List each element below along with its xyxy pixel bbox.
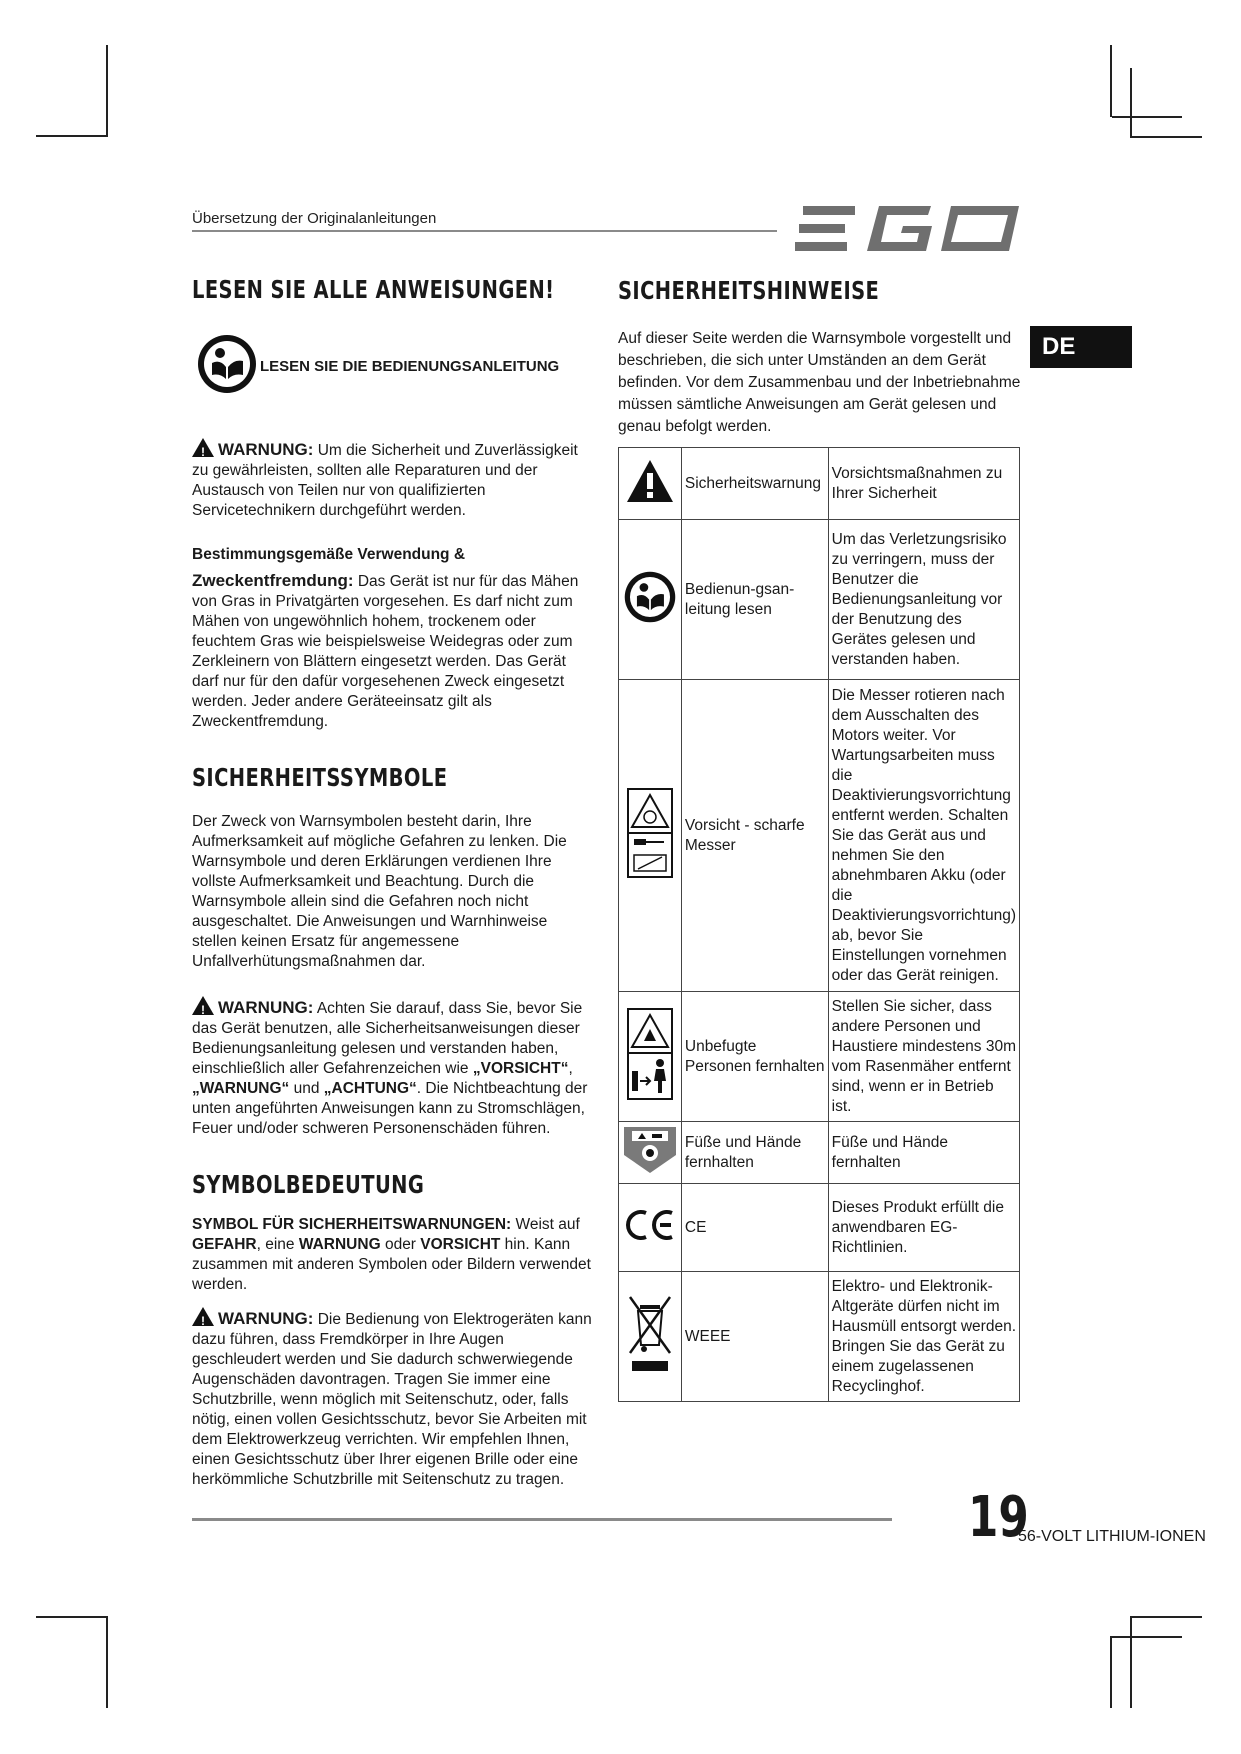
table-row: [619, 448, 1020, 520]
table-row: [619, 520, 1020, 680]
symbol-name: Bedienun-gsan-leitung lesen: [681, 520, 828, 680]
intended-use-text: Zweckentfremdung: Das Gerät ist nur für das Mähen von Gras in Privatgärten vorgesehen. Es darf nicht zum Mähen von ungewöhnlich hohem, trockenem oder feuchtem Gras wie beispielsweise Weidegras oder zum Zerkleinern von Blättern eingesetzt werden. Das Gerät darf nur für den dafür vorgesehenen Zweck eingesetzt werden. Jeder andere Geräteeinsatz gilt als Zweckentfremdung.: [192, 571, 579, 730]
ce-mark-icon: [624, 1207, 676, 1243]
crop-mark: [106, 1616, 108, 1708]
heading-symbol-meaning: SYMBOLBEDEUTUNG: [192, 1170, 425, 1199]
symbol-name: CE: [681, 1184, 828, 1272]
symbol-meaning-text: SYMBOL FÜR SICHERHEITSWARNUNGEN: Weist auf GEFAHR, eine WARNUNG oder VORSICHT hin. Kann zusammen mit anderen Symbolen oder Bildern verwendet werden.: [192, 1216, 591, 1293]
symbol-name: WEEE: [681, 1272, 828, 1402]
crop-mark: [1110, 1636, 1112, 1708]
sharp-blades-icon: [626, 787, 674, 879]
heading-safety-notes: SICHERHEITSHINWEISE: [618, 276, 880, 305]
crop-mark: [1130, 68, 1132, 138]
safety-notes-intro: Auf dieser Seite werden die Warnsymbole vorgestellt und beschrieben, die sich unter Umständen an dem Gerät befinden. Vor dem Zusammenbau und der Inbetriebnahme müssen sämtliche Anweisungen am Gerät gelesen und genau befolgt werden.: [618, 330, 1021, 435]
crop-mark: [1130, 1616, 1202, 1618]
symbol-desc: Stellen Sie sicher, dass andere Personen und Haustiere mindestens 30m vom Rasenmäher entfernt sind, wenn er in Betrieb ist.: [828, 992, 1019, 1122]
product-name: 56-VOLT LITHIUM-IONEN: [1018, 1528, 1206, 1545]
crop-mark: [1110, 1636, 1182, 1638]
intended-use-title: Bestimmungsgemäße Verwendung &: [192, 546, 466, 563]
warning-3: !WARNUNG: Die Bedienung von Elektrogeräten kann dazu führen, dass Fremdkörper in Ihre Augen geschleudert werden und Sie dadurch schwerwiegende Augenschäden davontragen. Tragen Sie immer eine Schutzbrille, wenn möglich mit Seitenschutz, oder, falls nötig, einen vollen Gesichtsschutz, bevor Sie Arbeiten mit dem Elektrowerkzeug verrichten. Wir empfehlen Ihnen, einen Gesichtsschutz über Ihrer eigenen Brille oder eine herkömmliche Schutzbrille mit Seitenschutz zu tragen.: [192, 1307, 592, 1490]
heading-safety-symbols: SICHERHEITSSYMBOLE: [192, 763, 448, 792]
table-row: [619, 1122, 1020, 1184]
crop-mark: [1112, 116, 1182, 118]
symbol-name: Sicherheitswarnung: [681, 448, 828, 520]
header-subtitle: Übersetzung der Originalanleitungen: [192, 210, 437, 227]
symbol-name: Vorsicht - scharfe Messer: [681, 680, 828, 992]
symbol-desc: Elektro- und Elektronik-Altgeräte dürfen nicht im Hausmüll entsorgt werden. Bringen Sie das Gerät zu einem zugelassenen Recyclinghof.: [828, 1272, 1019, 1402]
read-manual-icon: [196, 333, 258, 401]
footer-rule: [192, 1518, 892, 1521]
warning-triangle-icon: [192, 996, 214, 1015]
crop-mark: [1110, 45, 1112, 117]
keep-bystanders-away-icon: [626, 1007, 674, 1101]
crop-mark: [106, 45, 108, 137]
left-column: [192, 275, 592, 1490]
symbol-desc: Die Messer rotieren nach dem Ausschalten des Motors weiter. Vor Wartungsarbeiten muss die Deaktivierungsvorrichtung entfernt werden. Schalten Sie das Gerät aus und nehmen Sie den abnehmbaren Akku (oder die Deaktivierungsvorrichtung) ab, bevor Sie Einstellungen vornehmen oder das Gerät reinigen.: [828, 680, 1019, 992]
symbol-name: Füße und Hände fernhalten: [681, 1122, 828, 1184]
warning-1: !WARNUNG: Um die Sicherheit und Zuverlässigkeit zu gewährleisten, sollten alle Reparaturen und der Austausch von Teilen nur von qualifizierten Servicetechnikern durchgeführt werden.: [192, 438, 592, 521]
read-manual-icon: [623, 570, 677, 624]
read-manual-label: LESEN SIE DIE BEDIENUNGSANLEITUNG: [260, 358, 560, 375]
crop-mark: [1130, 1616, 1132, 1708]
table-row: [619, 1184, 1020, 1272]
symbol-table: [618, 447, 1020, 1402]
symbol-name: Unbefugte Personen fernhalten: [681, 992, 828, 1122]
safety-symbols-text: Der Zweck von Warnsymbolen besteht darin, Ihre Aufmerksamkeit auf mögliche Gefahren zu lenken. Die Warnsymbole und deren Erklärungen verdienen Ihre vollste Aufmerksamkeit und Beachtung. Durch die Warnsymbole allein sind die Gefahren noch nicht ausgeschaltet. Die Anweisungen und Warnhinweise stellen keinen Ersatz für angemessene Unfallverhütungsmaßnahmen dar.: [192, 813, 567, 970]
right-column: [618, 276, 1028, 438]
ego-logo: [795, 200, 1021, 261]
warning-2: !WARNUNG: Achten Sie darauf, dass Sie, bevor Sie das Gerät benutzen, alle Sicherheitsanweisungen dieser Bedienungsanleitung gelesen und verstanden haben, einschließlich aller Gefahrenzeichen wie „VORSICHT“, „WARNUNG“ und „ACHTUNG“. Die Nichtbeachtung der unten angeführten Anweisungen kann zu Stromschlägen, Feuer und/oder schweren Personenschäden führen.: [192, 996, 592, 1139]
table-row: [619, 680, 1020, 992]
crop-mark: [36, 135, 108, 137]
hands-feet-hazard-icon: [622, 1125, 678, 1175]
symbol-desc: Vorsichtsmaßnahmen zu Ihrer Sicherheit: [828, 448, 1019, 520]
crop-mark: [36, 1616, 108, 1618]
symbol-desc: Füße und Hände fernhalten: [828, 1122, 1019, 1184]
symbol-desc: Um das Verletzungsrisiko zu verringern, muss der Benutzer die Bedienungsanleitung vor der Benutzung des Gerätes gelesen und verstanden haben.: [828, 520, 1019, 680]
language-tab: DE: [1030, 326, 1132, 368]
symbol-desc: Dieses Produkt erfüllt die anwendbaren EG-Richtlinien.: [828, 1184, 1019, 1272]
heading-read-all: LESEN SIE ALLE ANWEISUNGEN!: [192, 275, 555, 304]
page-number: 19: [968, 1485, 1029, 1550]
crop-mark: [1130, 136, 1202, 138]
warning-triangle-icon: [192, 438, 214, 457]
read-manual-block: [196, 334, 592, 400]
table-row: [619, 992, 1020, 1122]
header-rule: [192, 230, 777, 232]
safety-warning-icon: [625, 458, 675, 504]
table-row: [619, 1272, 1020, 1402]
warning-triangle-icon: [192, 1307, 214, 1326]
weee-bin-icon: [626, 1291, 674, 1377]
